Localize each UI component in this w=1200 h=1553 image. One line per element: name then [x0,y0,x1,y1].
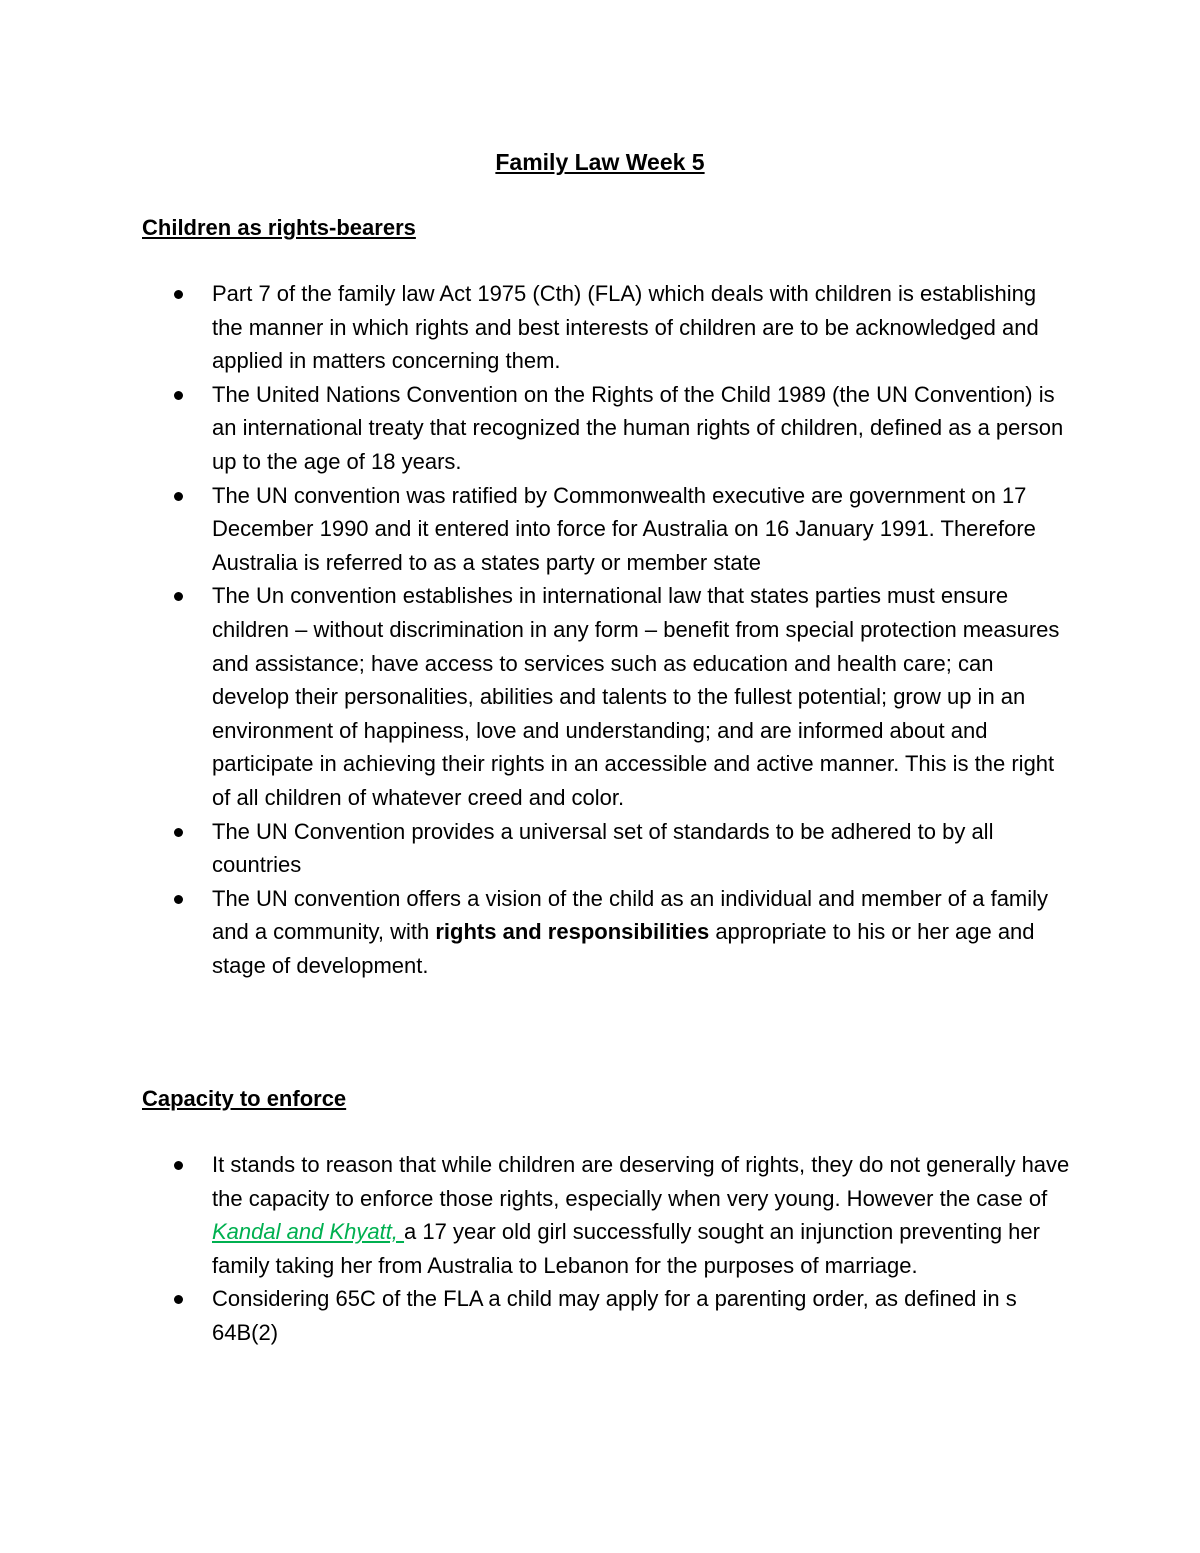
list-item [142,277,1072,378]
list-item [142,1282,1072,1349]
bullet-icon [174,592,183,601]
bullet-text: The Un convention establishes in international law that states parties must ensure children – without discrimination in any form – benefit from special protection measures and assistance; have access to services such as education and health care; can develop their personalities, abilities and talents to the fullest potential; grow up in an environment of happiness, love and understanding; and are informed about and participate in achieving their rights in an accessible and active manner. This is the right of all children of whatever creed and color. [212,583,1060,810]
section-heading-children-rights: Children as rights-bearers [142,215,416,240]
bullet-icon [174,492,183,501]
list-item [142,882,1072,983]
bullet-icon [174,391,183,400]
bullet-text-after: appropriate to his or her age and stage of development. [212,919,1035,978]
bullet-text: Considering 65C of the FLA a child may apply for a parenting order, as defined in s 64B(2) [212,1286,1017,1345]
bullet-icon [174,828,183,837]
case-link-kandal-khyatt[interactable]: Kandal and Khyatt, [212,1219,405,1245]
list-item [142,378,1072,479]
bullet-text: The UN convention was ratified by Commonwealth executive are government on 17 December 1990 and it entered into force for Australia on 16 January 1991. Therefore Australia is referred to as a states party or member state [212,482,1036,575]
bullet-text: The United Nations Convention on the Rights of the Child 1989 (the UN Convention) is an international treaty that recognized the human rights of children, defined as a person up to the age of 18 years. [212,381,1064,474]
list-item [142,579,1072,814]
list-item [142,479,1072,580]
list-item [142,815,1072,882]
bullet-icon [174,1295,183,1304]
page-title: Family Law Week 5 [495,149,705,175]
bullet-text: The UN Convention provides a universal set of standards to be adhered to by all countries [212,818,994,878]
bullet-icon [174,1161,183,1170]
bullet-list-capacity-enforce [142,1148,1072,1350]
bullet-icon [174,290,183,299]
bullet-text-before: It stands to reason that while children are deserving of rights, they do not generally have the capacity to enforce those rights, especially when very young. However the case of [212,1152,1070,1211]
bullet-icon [174,895,183,904]
bullet-text-bold: rights and responsibilities [435,919,710,945]
bullet-list-children-rights [142,277,1072,982]
bullet-text-after: a 17 year old girl successfully sought an injunction preventing her family taking her from Australia to Lebanon for the purposes of marriage. [212,1219,1040,1278]
bullet-text: Part 7 of the family law Act 1975 (Cth) (FLA) which deals with children is establishing the manner in which rights and best interests of children are to be acknowledged and applied in matters concerning them. [212,281,1039,374]
section-heading-capacity-enforce: Capacity to enforce [142,1086,347,1111]
bullet-text-before: The UN convention offers a vision of the child as an individual and member of a family and a community, with [212,885,1049,945]
list-item [142,1148,1072,1282]
